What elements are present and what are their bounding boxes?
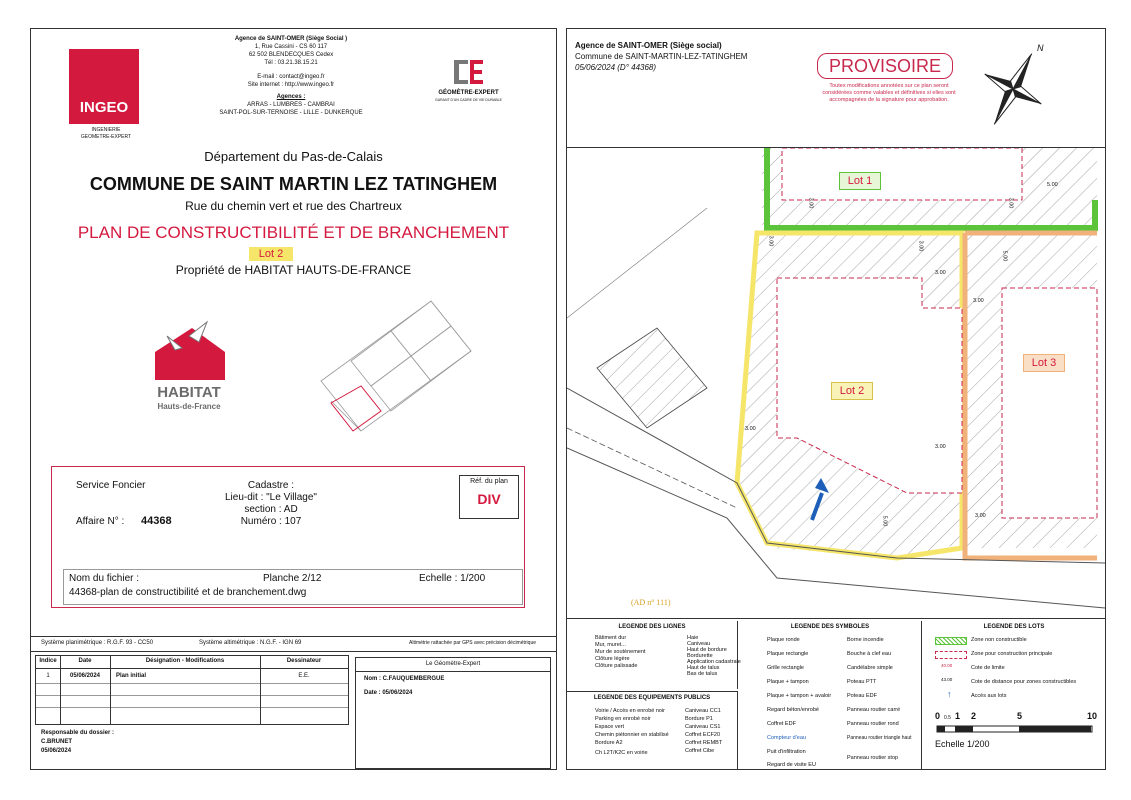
owner: Propriété de HABITAT HAUTS-DE-FRANCE <box>175 263 412 277</box>
ingeo-logo <box>69 49 139 124</box>
divider <box>31 651 556 652</box>
lot-badge: Lot 2 <box>249 247 293 261</box>
legend-lots <box>923 621 1105 769</box>
legend-equip-6: Ch L2T/K2C en voirie <box>595 750 648 756</box>
cadastre-block <box>211 480 331 528</box>
legend-equip-1: Voirie / Accès en enrobé noir <box>595 708 666 714</box>
scale-tick-05: 0.5 <box>944 715 951 721</box>
row-line-2 <box>36 695 348 696</box>
legend-symboles-title: LEGENDE DES SYMBOLES <box>790 624 870 630</box>
ge-logo-name: GÉOMÈTRE-EXPERT <box>438 90 499 96</box>
legend-equip-2: Parking en enrobé noir <box>595 716 651 722</box>
dim-12: 3.00 <box>975 513 986 519</box>
ge-logo-icon <box>451 57 485 87</box>
legend-equip-10: Coffret ECF20 <box>685 732 721 738</box>
legend-lot-4: Cote de distance pour zones constructibles <box>971 679 1077 685</box>
scale-bar-graphic <box>935 725 1095 735</box>
legend-sym-15: Poteau EDF <box>847 693 877 699</box>
ingeo-sub2: GEOMETRE-EXPERT <box>80 134 132 140</box>
agences-line1: ARRAS - LUMBRES - CAMBRAI <box>247 102 335 108</box>
legend-equip-12: Coffret Cibe <box>685 748 715 754</box>
th-indice: Indice <box>39 658 57 664</box>
affaire-value: 44368 <box>141 515 172 527</box>
legend-sym-2: Plaque rectangle <box>767 651 809 657</box>
th-designation: Désignation - Modifications <box>145 658 225 664</box>
legend-sym-14: Poteau PTT <box>847 679 877 685</box>
plan-header-date: 05/06/2024 (D° 44368) <box>575 63 657 72</box>
agency-title: Agence de SAINT-OMER (Siège Social ) <box>234 36 348 42</box>
habitat-logo-sub: Hauts-de-France <box>157 402 221 411</box>
td-date: 05/06/2024 <box>69 673 101 679</box>
lot-plan-map <box>567 147 1105 619</box>
service-foncier: Service Foncier <box>76 480 146 491</box>
table-header-line <box>36 668 348 669</box>
scale-tick-0: 0 <box>935 711 941 721</box>
legend-ligne-3: Mur de soutènement <box>595 649 646 655</box>
legend-ligne-5: Clôture palissade <box>595 663 638 669</box>
legend-ligne-12: Bas de talus <box>687 671 718 677</box>
legend-sym-12: Bouche à clef eau <box>847 651 892 657</box>
ingeo-logo-text: INGEO <box>79 99 129 116</box>
th-dessinateur: Dessinateur <box>286 658 322 664</box>
ge-logo-tagline: GARANT D'UN CADRE DE VIE DURABLE <box>435 98 502 102</box>
dim-9: 3.00 <box>745 426 756 432</box>
file-value: 44368-plan de constructibilité et de branchement.dwg <box>69 587 307 598</box>
legend-ligne-11: Haut de talus <box>687 665 720 671</box>
legend-lot-1: Zone non constructible <box>971 637 1027 643</box>
dim-8: 3.00 <box>973 298 984 304</box>
ge-logo-text <box>426 90 511 104</box>
systeme-plan: Système planimétrique : R.G.F. 93 - CC50 <box>41 640 154 646</box>
dim-4: 3.00 <box>767 235 774 247</box>
scale-label: Echelle 1/200 <box>935 739 990 749</box>
dim-2: 3.00 <box>807 197 814 209</box>
lot2-label: Lot 2 <box>831 382 873 400</box>
ref-value: DIV <box>477 491 501 507</box>
north-label: N <box>1037 43 1044 53</box>
legend-sym-3: Grille rectangle <box>767 665 804 671</box>
responsable-label: Responsable du dossier : <box>41 730 115 736</box>
provisoire-stamp: PROVISOIRE <box>817 53 953 79</box>
dim-1: 5.00 <box>1047 182 1058 188</box>
affaire-label: Affaire N° : <box>76 516 125 527</box>
legend-ligne-4: Clôture légère <box>595 656 630 662</box>
legend-equipements <box>567 691 738 770</box>
responsable-date: 05/06/2024 <box>41 748 72 754</box>
legend-ligne-10: Application cadastrale <box>687 659 741 665</box>
geometre-nom: Nom : C.FAUQUEMBERGUE <box>364 676 445 682</box>
geometre-label: Le Géomètre-Expert <box>425 661 481 667</box>
legend-equip-9: Caniveau CS1 <box>685 724 721 730</box>
legend-ligne-9: Bordurette <box>687 653 713 659</box>
street: Rue du chemin vert et rue des Chartreux <box>185 199 402 213</box>
lot3-label: Lot 3 <box>1023 354 1065 372</box>
lieu-dit: Lieu-dit : "Le Village" <box>225 492 317 503</box>
legend-equip-7: Caniveau CC1 <box>685 708 721 714</box>
scale-tick-5: 5 <box>1017 711 1023 721</box>
legend-equip-title: LEGENDE DES EQUIPEMENTS PUBLICS <box>593 695 711 701</box>
legend-symboles <box>739 621 922 769</box>
habitat-logo-name: HABITAT <box>157 384 221 401</box>
section: section : AD <box>244 504 298 515</box>
legend-sym-8: Compteur d'eau <box>767 735 806 741</box>
legend-sym-6: Regard béton/enrobé <box>767 707 819 713</box>
legend-sym-7: Coffret EDF <box>767 721 796 727</box>
department: Département du Pas-de-Calais <box>204 149 383 164</box>
td-indice: 1 <box>46 673 50 679</box>
legend-ligne-2: Mur, muret... <box>595 642 626 648</box>
legend-equip-3: Espace vert <box>595 724 625 730</box>
legend-lignes-title: LEGENDE DES LIGNES <box>618 624 686 630</box>
echelle: Echelle : 1/200 <box>419 573 486 584</box>
legend-lot-val-2: 43.00 <box>941 677 953 682</box>
file-label: Nom du fichier : <box>69 573 140 584</box>
ref-box <box>459 475 519 519</box>
legend-lot-val-1: 40.00 <box>941 663 953 668</box>
scale-tick-1: 1 <box>955 711 961 721</box>
legend-equip-11: Coffret REMBT <box>685 740 723 746</box>
legend-lignes <box>567 621 741 689</box>
legend-sym-11: Borne incendie <box>847 637 884 643</box>
dim-7: 5.00 <box>1001 250 1008 262</box>
dim-11: 5.00 <box>881 515 888 527</box>
col-line-3 <box>260 656 261 724</box>
td-designation: Plan initial <box>116 673 147 679</box>
responsable-name: C.BRUNET <box>41 739 72 745</box>
legend-sym-4: Plaque + tampon <box>767 679 809 685</box>
row-line-1 <box>36 683 348 684</box>
systeme-alti: Système altimétrique : N.G.F. - IGN 69 <box>199 640 302 646</box>
legend-ligne-7: Caniveau <box>687 641 711 647</box>
legend-lot-swatch-2 <box>935 651 967 659</box>
numero: Numéro : 107 <box>240 516 302 527</box>
dim-6: 3.00 <box>935 270 946 276</box>
location-sketch <box>311 291 481 441</box>
agency-address2: 62 502 BLENDECQUES Cedex <box>248 52 334 58</box>
commune-title: COMMUNE DE SAINT MARTIN LEZ TATINGHEM <box>89 174 498 194</box>
legend-equip-4: Chemin piétonnier en stabilisé <box>595 732 669 738</box>
td-dessinateur: E.E. <box>298 673 310 679</box>
col-line-1 <box>60 656 61 724</box>
provisoire-note: Toutes modifications annotées sur ce plan seront considérées comme valables et définitives si elles sont accompagnées de la signature pour approbation. <box>822 83 956 103</box>
legend-sym-16: Panneau routier carré <box>847 707 901 713</box>
altimetrie-note: Altimétrie rattachée par GPS avec précision décimétrique <box>409 640 537 646</box>
north-arrow-icon <box>977 45 1049 125</box>
dim-3: 3.00 <box>1007 197 1014 209</box>
plan-sheet <box>566 28 1106 770</box>
legend-lot-2: Zone pour construction principale <box>971 651 1053 657</box>
legend-ligne-1: Bâtiment dur <box>595 635 627 641</box>
agences-label: Agences : <box>276 94 306 100</box>
agency-address1: 1, Rue Cassini - CS 60 117 <box>254 44 328 50</box>
legend-sym-5: Plaque + tampon + avaloir <box>767 693 832 699</box>
legend-sym-19: Panneau routier stop <box>847 755 899 761</box>
row-line-3 <box>36 707 348 708</box>
dim-5: 3.00 <box>917 240 924 252</box>
ref-label: Réf. du plan <box>470 478 508 485</box>
legend-lot-swatch-1 <box>935 637 967 645</box>
legend-equip-5: Bordure A2 <box>595 740 623 746</box>
planche: Planche 2/12 <box>263 573 322 584</box>
legend-sym-9: Puit d'infiltration <box>767 749 806 755</box>
geometre-date: Date : 05/06/2024 <box>364 690 413 696</box>
legend-lot-5: Accès aux lots <box>971 693 1007 699</box>
plan-title: PLAN DE CONSTRUCTIBILITÉ ET DE BRANCHEMENT <box>77 223 510 242</box>
legend-ligne-8: Haut de bordure <box>687 647 727 653</box>
legend-sym-1: Plaque ronde <box>767 637 800 643</box>
agency-tel: Tél : 03.21.38.15.21 <box>264 60 318 66</box>
parcel-label: (AD n° 111) <box>631 598 671 607</box>
legend-lots-title: LEGENDE DES LOTS <box>983 624 1045 630</box>
plan-header-title: Agence de SAINT-OMER (Siège social) <box>575 41 722 50</box>
ingeo-sub <box>61 127 151 141</box>
geometre-box <box>355 657 551 769</box>
th-date: Date <box>78 658 92 664</box>
legend-sym-18: Panneau routier triangle haut <box>847 735 912 741</box>
title-sheet <box>30 28 557 770</box>
scale-tick-2: 2 <box>971 711 977 721</box>
legend-sym-17: Panneau routier rond <box>847 721 899 727</box>
geometre-line <box>356 671 550 672</box>
legend-lot-3: Cote de limite <box>971 665 1005 671</box>
responsable-block <box>41 729 114 756</box>
legend-equip-8: Bordure P1 <box>685 716 713 722</box>
legend-ligne-6: Haie <box>687 635 699 641</box>
scale-tick-10: 10 <box>1087 711 1098 721</box>
agency-block <box>191 35 391 117</box>
location-sketch-art <box>311 291 481 441</box>
agences-line2: SAINT-POL-SUR-TERNOISE - LILLE - DUNKERQUE <box>219 110 363 116</box>
dim-10: 3.00 <box>935 444 946 450</box>
legend-sym-10: Regard de visite EU <box>767 762 816 768</box>
cadastre-label: Cadastre : <box>247 480 295 491</box>
lot1-label: Lot 1 <box>839 172 881 190</box>
habitat-logo <box>137 314 241 419</box>
legend-sym-13: Candélabre simple <box>847 665 893 671</box>
ingeo-sub1: INGENIERIE <box>91 127 121 133</box>
revision-table <box>35 655 349 725</box>
scale-bar <box>935 711 1098 751</box>
agency-email: E-mail : contact@ingeo.fr <box>257 74 325 80</box>
agency-site: Site internet : http://www.ingeo.fr <box>247 82 335 88</box>
plan-header-commune: Commune de SAINT-MARTIN-LEZ-TATINGHEM <box>575 52 748 61</box>
col-line-2 <box>110 656 111 724</box>
access-arrow-icon: ↑ <box>947 689 952 699</box>
